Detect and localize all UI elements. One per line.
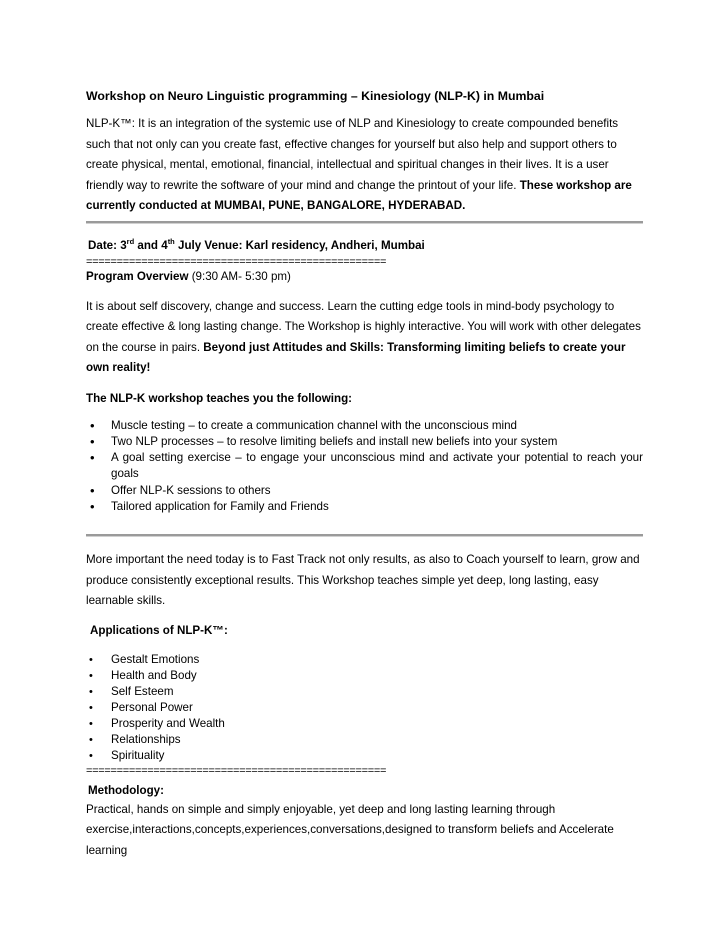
bullet-icon: • [89, 717, 93, 730]
bullet-icon: • [89, 669, 93, 682]
intro-text: NLP-K™: It is an integration of the systemic use of NLP and Kinesiology to create compounded benefits such that not only can you create fast, effective changes for yourself but also help and support others to create physical, mental, emotional, financial, intellectual and spiritual changes in their lives. It is a user friendly way to rewrite the software of your mind and change the printout of your life. [86, 117, 619, 192]
bullet-icon: • [89, 685, 93, 698]
date-venue-line: Date: 3rd and 4th July Venue: Karl residency, Andheri, Mumbai [88, 236, 425, 252]
program-overview [86, 269, 643, 285]
teaches-list [86, 418, 643, 516]
list-item: • Relationships [89, 732, 181, 746]
intro-locations: These workshop are currently conducted at MUMBAI, PUNE, BANGALORE, HYDERABAD. [86, 178, 632, 212]
list-item: • Muscle testing – to create a communication channel with the unconscious mind [90, 417, 517, 433]
document-title: Workshop on Neuro Linguistic programming – Kinesiology (NLP-K) in Mumbai [86, 89, 545, 103]
bullet-icon: • [90, 482, 95, 498]
overview-label: Program Overview [86, 269, 189, 283]
about-paragraph: It is about self discovery, change and success. Learn the cutting edge tools in mind-body psychology to create effective & long lasting change. The Workshop is highly interactive. You will work with other delegates on the course in pairs. Beyond just Attitudes and Skills: Transforming limiting beliefs to create your own reality! [86, 299, 641, 374]
applications-heading: Applications of NLP-K™: [90, 623, 228, 637]
separator-line-1: ================================================= [86, 255, 387, 268]
bullet-icon: • [90, 498, 95, 514]
list-item: • Tailored application for Family and Friends [90, 498, 329, 514]
list-item: • Self Esteem [89, 684, 174, 698]
intro-paragraph [86, 114, 643, 217]
importance-paragraph: More important the need today is to Fast Track not only results, as also to Coach yourself to learn, grow and produce consistently exceptional results. This Workshop teaches simple yet deep, long lasting, easy learnable skills. [86, 553, 640, 608]
overview-time: (9:30 AM- 5:30 pm) [188, 269, 291, 283]
list-item: • Offer NLP-K sessions to others [90, 482, 271, 498]
list-item: • Prosperity and Wealth [89, 716, 225, 730]
list-item: • A goal setting exercise – to engage your unconscious mind and activate your potential to reach your goals [90, 450, 643, 481]
bullet-icon: • [89, 701, 93, 714]
list-item: • Personal Power [89, 700, 193, 714]
list-item: • Two NLP processes – to resolve limiting beliefs and install new beliefs into your system [90, 433, 558, 449]
methodology-paragraph: Practical, hands on simple and simply enjoyable, yet deep and long lasting learning through exercise,interactions,concepts,experiences,conversations,designed to transform beliefs and Accelerate learning [86, 802, 614, 857]
bullet-icon: • [90, 433, 95, 449]
teaches-heading: The NLP-K workshop teaches you the following: [86, 391, 353, 405]
bullet-icon: • [90, 450, 95, 466]
document-body [86, 87, 643, 861]
bullet-icon: • [89, 733, 93, 746]
bullet-icon: • [90, 417, 95, 433]
separator-line-2: ================================================= [86, 764, 387, 777]
methodology-heading: Methodology: [88, 783, 164, 797]
list-item: • Spirituality [89, 748, 165, 762]
about-bold-statement: Beyond just Attitudes and Skills: Transforming limiting beliefs to create your own reality! [86, 340, 626, 374]
horizontal-rule-1 [86, 221, 643, 224]
bullet-icon: • [89, 653, 93, 666]
list-item: • Gestalt Emotions [89, 652, 200, 666]
bullet-icon: • [89, 749, 93, 762]
list-item: • Health and Body [89, 668, 197, 682]
applications-list [86, 652, 643, 764]
